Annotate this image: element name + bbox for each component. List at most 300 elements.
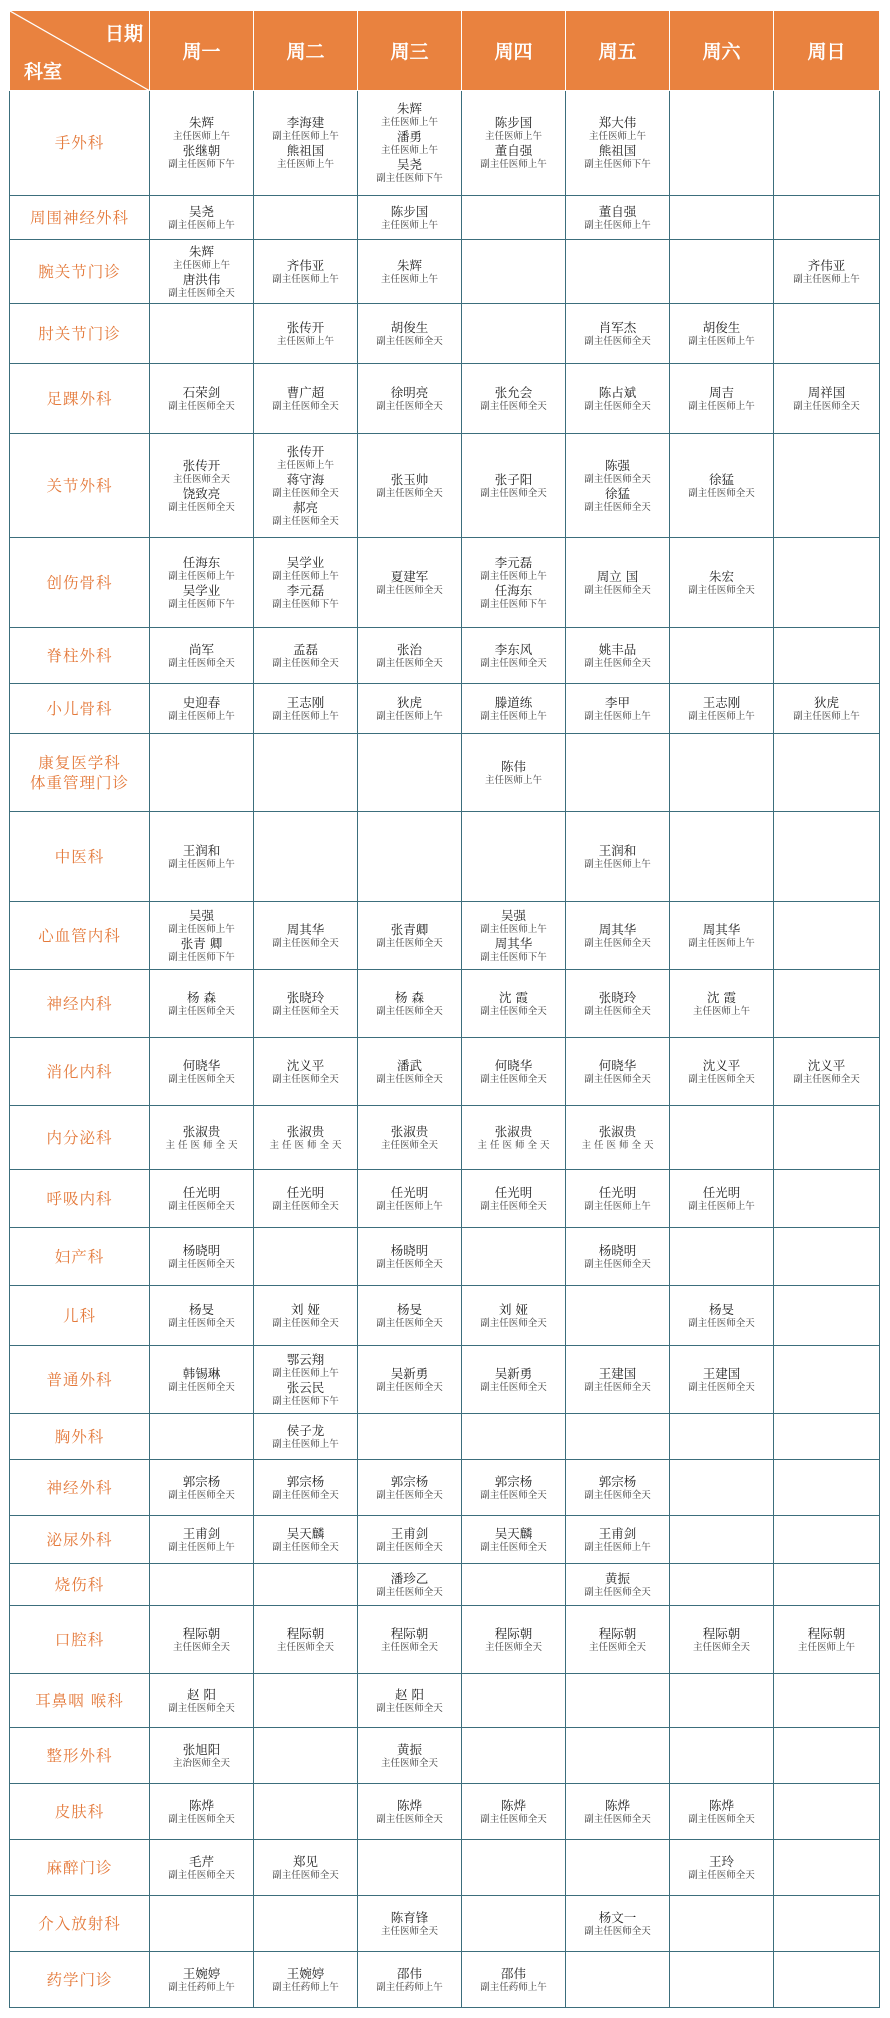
schedule-row	[10, 304, 880, 364]
doctor-title-shift: 副主任医师全天	[480, 1489, 547, 1501]
schedule-cell-thu	[462, 1952, 566, 2008]
schedule-cell-thu	[462, 364, 566, 434]
department-cell	[10, 1674, 150, 1728]
schedule-cell-thu	[462, 1606, 566, 1674]
doctor-name: 周其华	[494, 935, 533, 951]
doctor-title-shift: 副主任医师全天	[376, 657, 443, 669]
schedule-cell-fri	[566, 1952, 670, 2008]
doctor-name: 陈占斌	[598, 384, 637, 400]
schedule-cell-tue	[254, 1840, 358, 1896]
doctor-name: 石荣剑	[182, 384, 221, 400]
schedule-cell-fri	[566, 970, 670, 1038]
schedule-cell-tue	[254, 684, 358, 734]
doctor-name: 沈义平	[702, 1057, 741, 1073]
department-name: 手外科	[54, 134, 105, 152]
schedule-cell-wed	[358, 1170, 462, 1228]
department-cell	[10, 1606, 150, 1674]
doctor-name: 周立 国	[596, 568, 639, 584]
doctor-name: 鄂云翔	[286, 1351, 325, 1367]
schedule-cell-tue	[254, 628, 358, 684]
schedule-row	[10, 91, 880, 196]
department-name: 耳鼻咽 喉科	[35, 1691, 124, 1710]
schedule-cell-wed	[358, 1106, 462, 1170]
schedule-cell-wed	[358, 240, 462, 304]
schedule-cell-sun	[774, 684, 880, 734]
schedule-cell-wed	[358, 91, 462, 196]
schedule-cell-sun	[774, 1106, 880, 1170]
schedule-row	[10, 1840, 880, 1896]
schedule-cell-thu	[462, 1106, 566, 1170]
doctor-name: 蒋守海	[286, 471, 325, 487]
doctor-name: 吴新勇	[390, 1365, 429, 1381]
schedule-cell-sat	[670, 1896, 774, 1952]
schedule-cell-tue	[254, 1038, 358, 1106]
doctor-name: 周其华	[286, 921, 325, 937]
department-cell	[10, 628, 150, 684]
doctor-name: 吴学业	[182, 582, 221, 598]
department-name: 心血管内科	[38, 926, 121, 945]
schedule-body	[10, 91, 880, 2008]
doctor-title-shift: 副主任医师上午	[168, 710, 235, 722]
schedule-cell-sun	[774, 1784, 880, 1840]
doctor-name: 沈 霞	[707, 989, 736, 1005]
doctor-title-shift: 副主任医师上午	[480, 159, 547, 170]
schedule-cell-wed	[358, 1606, 462, 1674]
doctor-title-shift: 主任医师上午	[588, 131, 646, 142]
doctor-title-shift: 副主任医师全天	[584, 1925, 651, 1937]
doctor-name: 何晓华	[598, 1057, 637, 1073]
doctor-title-shift: 主 任 医 师 全 天	[269, 1139, 342, 1151]
schedule-cell-thu	[462, 91, 566, 196]
doctor-title-shift: 副主任医师上午	[272, 273, 339, 285]
schedule-cell-thu	[462, 196, 566, 240]
corner-dept-label: 科室	[24, 61, 63, 83]
doctor-name: 姚丰品	[598, 641, 637, 657]
department-name: 肘关节门诊	[38, 324, 121, 343]
doctor-title-shift: 副主任医师全天	[584, 1813, 651, 1825]
doctor-name: 张云民	[286, 1379, 325, 1395]
doctor-title-shift: 副主任医师全天	[376, 1489, 443, 1501]
doctor-title-shift: 主 任 医 师 全 天	[477, 1139, 550, 1151]
doctor-title-shift: 主任医师上午	[276, 459, 334, 471]
schedule-cell-mon	[150, 628, 254, 684]
doctor-title-shift: 副主任医师全天	[584, 400, 651, 412]
schedule-cell-mon	[150, 1840, 254, 1896]
schedule-cell-sun	[774, 1460, 880, 1516]
schedule-row	[10, 1516, 880, 1564]
doctor-name: 董自强	[494, 143, 533, 158]
doctor-name: 郭宗杨	[390, 1473, 429, 1489]
schedule-cell-mon	[150, 684, 254, 734]
corner-header	[10, 11, 150, 91]
schedule-cell-wed	[358, 684, 462, 734]
doctor-name: 任光明	[286, 1184, 325, 1200]
schedule-cell-wed	[358, 1728, 462, 1784]
doctor-title-shift: 副主任医师全天	[272, 1200, 339, 1212]
outpatient-schedule-table	[9, 10, 880, 2008]
schedule-cell-thu	[462, 1784, 566, 1840]
schedule-cell-fri	[566, 538, 670, 628]
doctor-title-shift: 副主任医师全天	[584, 335, 651, 347]
schedule-cell-sat	[670, 1286, 774, 1346]
doctor-title-shift: 副主任医师全天	[793, 400, 860, 412]
day-header-fri: 周五	[566, 11, 670, 91]
doctor-title-shift: 副主任医师全天	[168, 1005, 235, 1017]
doctor-name: 狄虎	[396, 694, 422, 710]
department-cell	[10, 1286, 150, 1346]
doctor-title-shift: 主任医师全天	[692, 1641, 750, 1653]
doctor-title-shift: 主任医师全天	[484, 1641, 542, 1653]
doctor-title-shift: 副主任医师全天	[584, 1258, 651, 1270]
schedule-cell-sun	[774, 1952, 880, 2008]
department-name: 小儿骨科	[46, 699, 113, 718]
schedule-cell-fri	[566, 240, 670, 304]
doctor-name: 刘 娅	[291, 1301, 320, 1317]
schedule-cell-sat	[670, 628, 774, 684]
schedule-cell-sat	[670, 1674, 774, 1728]
department-cell	[10, 1228, 150, 1286]
doctor-name: 陈烨	[708, 1797, 734, 1813]
schedule-row	[10, 1346, 880, 1414]
schedule-row	[10, 1728, 880, 1784]
department-name: 整形外科	[46, 1746, 113, 1765]
doctor-title-shift: 副主任医师全天	[168, 1073, 235, 1085]
department-name: 药学门诊	[46, 1970, 113, 1989]
department-cell	[10, 1106, 150, 1170]
doctor-name: 饶致亮	[182, 485, 221, 501]
doctor-name: 董自强	[598, 203, 637, 219]
schedule-cell-wed	[358, 364, 462, 434]
schedule-cell-thu	[462, 1286, 566, 1346]
schedule-cell-mon	[150, 240, 254, 304]
schedule-cell-thu	[462, 628, 566, 684]
doctor-name: 吴学业	[286, 554, 325, 570]
schedule-cell-tue	[254, 1516, 358, 1564]
doctor-title-shift: 副主任医师全天	[272, 657, 339, 669]
schedule-cell-mon	[150, 1460, 254, 1516]
schedule-cell-mon	[150, 304, 254, 364]
doctor-name: 张青卿	[390, 921, 429, 937]
schedule-cell-wed	[358, 1414, 462, 1460]
doctor-name: 杨旻	[708, 1301, 734, 1317]
doctor-title-shift: 副主任医师上午	[376, 1200, 443, 1212]
doctor-name: 吴新勇	[494, 1365, 533, 1381]
schedule-cell-wed	[358, 196, 462, 240]
schedule-cell-mon	[150, 1728, 254, 1784]
doctor-name: 徐猛	[604, 485, 630, 501]
schedule-cell-sun	[774, 1038, 880, 1106]
schedule-cell-wed	[358, 902, 462, 970]
doctor-title-shift: 副主任医师全天	[480, 1813, 547, 1825]
doctor-title-shift: 副主任医师全天	[584, 1381, 651, 1393]
schedule-cell-tue	[254, 196, 358, 240]
doctor-name: 陈强	[604, 457, 630, 473]
schedule-cell-mon	[150, 1896, 254, 1952]
doctor-name: 郑大伟	[598, 115, 637, 130]
department-name: 足踝外科	[46, 389, 113, 408]
schedule-cell-thu	[462, 1414, 566, 1460]
doctor-title-shift: 副主任医师全天	[480, 1541, 547, 1553]
department-name: 神经外科	[46, 1478, 113, 1497]
doctor-title-shift: 副主任医师全天	[480, 487, 547, 499]
doctor-name: 陈伟	[500, 758, 526, 774]
doctor-title-shift: 副主任医师上午	[376, 710, 443, 722]
doctor-title-shift: 副主任医师全天	[480, 1200, 547, 1212]
doctor-name: 程际朝	[598, 1625, 637, 1641]
doctor-name: 潘武	[396, 1057, 422, 1073]
schedule-cell-fri	[566, 1516, 670, 1564]
doctor-title-shift: 主任医师全天	[380, 1139, 438, 1151]
department-name: 关节外科	[46, 476, 113, 495]
doctor-title-shift: 副主任医师全天	[584, 584, 651, 596]
schedule-row	[10, 628, 880, 684]
schedule-cell-thu	[462, 1346, 566, 1414]
schedule-cell-sun	[774, 628, 880, 684]
schedule-cell-mon	[150, 734, 254, 812]
doctor-title-shift: 主治医师全天	[172, 1757, 230, 1769]
schedule-cell-tue	[254, 240, 358, 304]
doctor-name: 吴天麟	[494, 1525, 533, 1541]
corner-date-label: 日期	[104, 23, 143, 45]
schedule-container	[9, 10, 879, 2008]
schedule-cell-wed	[358, 1228, 462, 1286]
doctor-name: 胡俊生	[390, 319, 429, 335]
schedule-cell-sun	[774, 196, 880, 240]
schedule-cell-sun	[774, 538, 880, 628]
doctor-title-shift: 副主任医师全天	[376, 487, 443, 499]
doctor-title-shift: 副主任医师全天	[376, 1702, 443, 1714]
schedule-cell-sat	[670, 1106, 774, 1170]
doctor-title-shift: 副主任医师全天	[480, 1005, 547, 1017]
schedule-cell-fri	[566, 1606, 670, 1674]
schedule-cell-sat	[670, 1952, 774, 2008]
schedule-cell-fri	[566, 91, 670, 196]
schedule-cell-sat	[670, 91, 774, 196]
department-cell	[10, 812, 150, 902]
doctor-name: 王润和	[182, 842, 221, 858]
doctor-title-shift: 主任医师上午	[172, 131, 230, 142]
schedule-cell-thu	[462, 812, 566, 902]
doctor-title-shift: 副主任医师下午	[480, 598, 547, 610]
doctor-title-shift: 副主任医师上午	[272, 1367, 339, 1379]
department-cell	[10, 1516, 150, 1564]
schedule-cell-sat	[670, 1516, 774, 1564]
schedule-row	[10, 1038, 880, 1106]
doctor-title-shift: 副主任医师全天	[584, 473, 651, 485]
schedule-cell-sat	[670, 1170, 774, 1228]
schedule-cell-mon	[150, 1606, 254, 1674]
doctor-title-shift: 副主任医师全天	[272, 400, 339, 412]
schedule-cell-sun	[774, 91, 880, 196]
schedule-cell-tue	[254, 1784, 358, 1840]
schedule-cell-tue	[254, 970, 358, 1038]
department-name: 腕关节门诊	[38, 262, 121, 281]
schedule-cell-thu	[462, 734, 566, 812]
doctor-name: 黄振	[604, 1570, 630, 1586]
doctor-name: 黄振	[396, 1741, 422, 1757]
schedule-cell-sun	[774, 812, 880, 902]
doctor-title-shift: 副主任医师全天	[376, 1541, 443, 1553]
department-name: 创伤骨科	[46, 573, 113, 592]
schedule-cell-fri	[566, 196, 670, 240]
department-cell	[10, 364, 150, 434]
schedule-cell-wed	[358, 812, 462, 902]
schedule-cell-mon	[150, 1784, 254, 1840]
schedule-cell-wed	[358, 1952, 462, 2008]
schedule-cell-sun	[774, 1674, 880, 1728]
doctor-title-shift: 副主任医师上午	[793, 273, 860, 285]
doctor-name: 郭宗杨	[598, 1473, 637, 1489]
schedule-cell-sun	[774, 902, 880, 970]
doctor-title-shift: 主任医师上午	[484, 131, 542, 142]
doctor-name: 邵伟	[396, 1965, 422, 1981]
doctor-name: 杨文一	[598, 1909, 637, 1925]
doctor-title-shift: 副主任医师全天	[376, 1073, 443, 1085]
schedule-row	[10, 1606, 880, 1674]
schedule-row	[10, 1228, 880, 1286]
doctor-name: 任光明	[702, 1184, 741, 1200]
department-cell	[10, 684, 150, 734]
department-name: 康复医学科	[38, 753, 121, 772]
header-row	[10, 11, 880, 91]
doctor-title-shift: 副主任药师上午	[168, 1981, 235, 1993]
doctor-title-shift: 副主任医师上午	[584, 1541, 651, 1553]
schedule-row	[10, 364, 880, 434]
day-header-tue: 周二	[254, 11, 358, 91]
schedule-row	[10, 434, 880, 538]
doctor-title-shift: 副主任医师上午	[272, 710, 339, 722]
doctor-name: 陈育锋	[390, 1909, 429, 1925]
doctor-title-shift: 副主任医师上午	[793, 710, 860, 722]
doctor-name: 刘 娅	[499, 1301, 528, 1317]
department-name: 皮肤科	[54, 1802, 105, 1821]
doctor-name: 张淑贵	[598, 1123, 637, 1139]
schedule-cell-mon	[150, 1952, 254, 2008]
schedule-cell-fri	[566, 1346, 670, 1414]
schedule-cell-thu	[462, 1516, 566, 1564]
doctor-name: 王婉婷	[182, 1965, 221, 1981]
doctor-name: 朱辉	[396, 101, 422, 116]
schedule-cell-tue	[254, 304, 358, 364]
doctor-title-shift: 副主任医师全天	[168, 1381, 235, 1393]
doctor-title-shift: 副主任医师全天	[688, 1869, 755, 1881]
department-name: 周围神经外科	[29, 208, 129, 227]
schedule-row	[10, 1460, 880, 1516]
schedule-cell-sun	[774, 970, 880, 1038]
department-cell	[10, 434, 150, 538]
doctor-title-shift: 副主任医师全天	[168, 1702, 235, 1714]
doctor-title-shift: 主任医师上午	[797, 1641, 855, 1653]
doctor-title-shift: 副主任医师全天	[272, 1489, 339, 1501]
doctor-title-shift: 副主任医师全天	[584, 657, 651, 669]
doctor-title-shift: 副主任药师上午	[376, 1981, 443, 1993]
schedule-cell-sun	[774, 1170, 880, 1228]
doctor-title-shift: 主任医师上午	[484, 774, 542, 786]
doctor-title-shift: 副主任医师全天	[480, 657, 547, 669]
doctor-title-shift: 副主任医师上午	[168, 858, 235, 870]
department-name: 口腔科	[54, 1630, 105, 1649]
doctor-name: 夏建军	[390, 568, 429, 584]
doctor-title-shift: 副主任医师下午	[168, 951, 235, 963]
schedule-row	[10, 1414, 880, 1460]
doctor-title-shift: 副主任医师上午	[688, 400, 755, 412]
doctor-title-shift: 主任医师上午	[380, 117, 438, 128]
doctor-name: 王建国	[598, 1365, 637, 1381]
doctor-title-shift: 副主任医师下午	[272, 1395, 339, 1407]
doctor-name: 吴尧	[188, 203, 214, 219]
doctor-name: 沈义平	[286, 1057, 325, 1073]
doctor-name: 吴强	[500, 907, 526, 923]
doctor-title-shift: 副主任医师全天	[168, 1869, 235, 1881]
doctor-name: 杨旻	[396, 1301, 422, 1317]
schedule-cell-mon	[150, 1414, 254, 1460]
doctor-title-shift: 主任医师上午	[380, 145, 438, 156]
doctor-name: 李元磊	[494, 554, 533, 570]
doctor-title-shift: 主任医师全天	[276, 1641, 334, 1653]
doctor-name: 李东风	[494, 641, 533, 657]
schedule-cell-sat	[670, 902, 774, 970]
schedule-cell-sat	[670, 1728, 774, 1784]
doctor-title-shift: 副主任医师全天	[688, 1381, 755, 1393]
schedule-cell-sat	[670, 1228, 774, 1286]
doctor-name: 沈 霞	[499, 989, 528, 1005]
doctor-name: 熊祖国	[598, 143, 637, 158]
day-header-wed: 周三	[358, 11, 462, 91]
doctor-title-shift: 副主任医师上午	[272, 1438, 339, 1450]
doctor-name: 杨晓明	[598, 1242, 637, 1258]
schedule-row	[10, 684, 880, 734]
schedule-cell-wed	[358, 1038, 462, 1106]
schedule-cell-fri	[566, 1170, 670, 1228]
doctor-name: 李甲	[604, 694, 630, 710]
doctor-title-shift: 副主任医师全天	[584, 1005, 651, 1017]
schedule-cell-fri	[566, 434, 670, 538]
doctor-title-shift: 主 任 医 师 全 天	[581, 1139, 654, 1151]
doctor-title-shift: 主任医师上午	[380, 219, 438, 231]
schedule-cell-tue	[254, 1952, 358, 2008]
schedule-cell-sun	[774, 1414, 880, 1460]
department-cell	[10, 1784, 150, 1840]
schedule-row	[10, 1896, 880, 1952]
schedule-cell-fri	[566, 1460, 670, 1516]
department-cell	[10, 1840, 150, 1896]
schedule-cell-tue	[254, 1414, 358, 1460]
department-cell	[10, 1460, 150, 1516]
schedule-cell-tue	[254, 538, 358, 628]
doctor-title-shift: 副主任医师下午	[168, 598, 235, 610]
schedule-cell-sat	[670, 684, 774, 734]
doctor-name: 王润和	[598, 842, 637, 858]
doctor-name: 任光明	[494, 1184, 533, 1200]
doctor-title-shift: 副主任医师全天	[376, 1381, 443, 1393]
doctor-title-shift: 副主任医师全天	[584, 1489, 651, 1501]
doctor-title-shift: 副主任医师全天	[376, 1317, 443, 1329]
doctor-title-shift: 副主任医师全天	[480, 1317, 547, 1329]
doctor-title-shift: 主任医师全天	[172, 1641, 230, 1653]
schedule-row	[10, 1286, 880, 1346]
schedule-cell-tue	[254, 1460, 358, 1516]
doctor-name: 李海建	[286, 115, 325, 130]
doctor-name: 唐洪伟	[182, 271, 221, 287]
doctor-name: 张晓玲	[598, 989, 637, 1005]
doctor-title-shift: 副主任医师全天	[272, 1073, 339, 1085]
doctor-title-shift: 副主任医师上午	[584, 1200, 651, 1212]
doctor-title-shift: 副主任医师全天	[793, 1073, 860, 1085]
doctor-title-shift: 副主任医师全天	[272, 1005, 339, 1017]
schedule-cell-thu	[462, 1564, 566, 1606]
doctor-name: 张传开	[286, 443, 325, 459]
schedule-cell-sat	[670, 304, 774, 364]
